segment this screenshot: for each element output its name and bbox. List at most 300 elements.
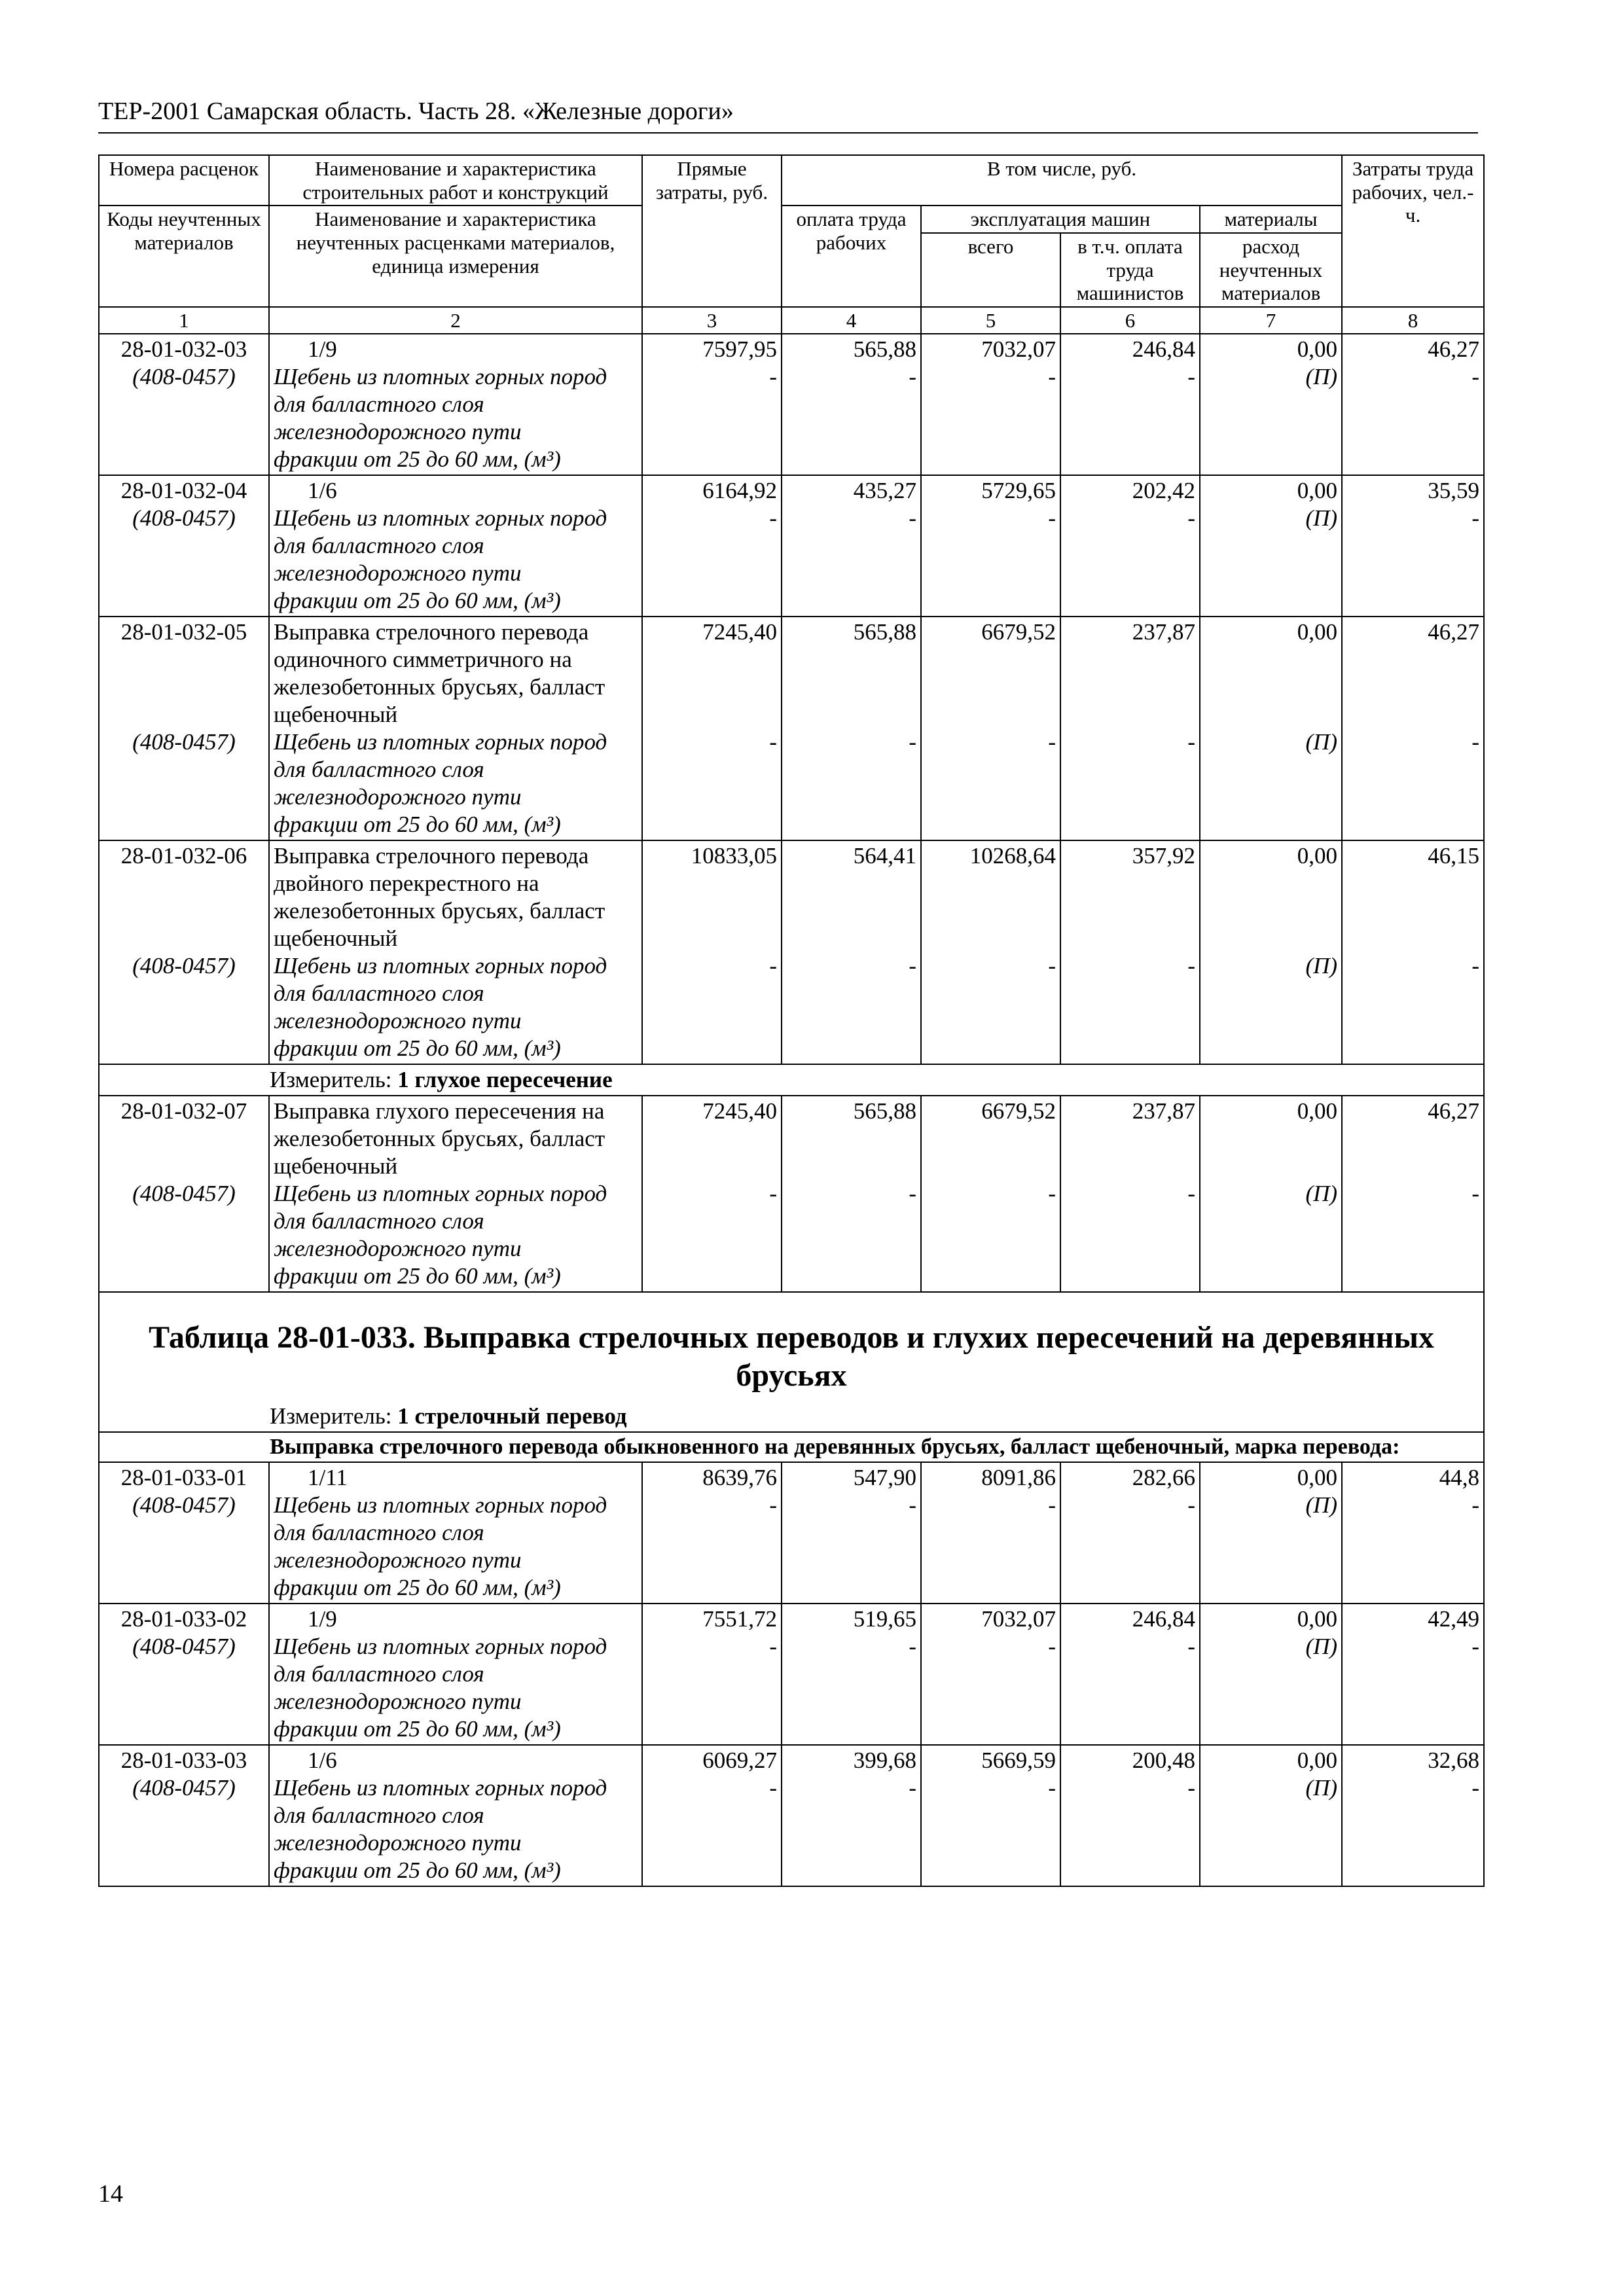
rate-code-cell [99,1462,269,1604]
direct-cost-line: 7551,72 [702,1606,777,1632]
direct-cost-line [647,897,777,925]
measure-value: 1 глухое пересечение [397,1067,613,1093]
rate-name-block [274,1747,638,1774]
rate-name-cell [269,334,642,475]
machine-cost-line: 8091,86 [981,1465,1056,1491]
materials-line: 0,00 [1297,478,1338,504]
material-name-line: для балластного слоя [274,1208,484,1234]
rate-code-cell [99,617,269,840]
labor-pay-header: оплата труда рабочих [782,206,921,307]
labor-hours-line [1346,1153,1479,1180]
materials-cell [1200,1096,1342,1292]
measure-label: Измеритель: [270,1067,398,1093]
direct-cost-material-value: - [769,953,777,979]
rate-row [99,617,1484,840]
machine-cost-cell [921,1604,1060,1745]
page-header: ТЕР-2001 Самарская область. Часть 28. «Железные дороги» [98,97,1478,134]
material-name-block [274,952,638,1062]
material-name-line: железнодорожного пути [274,1547,522,1573]
price-table [98,154,1485,1887]
rate-name-line: двойного перекрестного на [274,870,539,897]
direct-cost-line: 7597,95 [702,336,777,363]
machinist-pay-line [1065,1125,1195,1153]
labor-pay-cell [782,617,921,840]
materials-block [1204,1098,1337,1180]
direct-cost-cell [642,1604,782,1745]
table2-title-row [99,1292,1484,1401]
rate-name-line: железобетонных брусьях, балласт [274,898,605,924]
machinist-pay-material-value: - [1187,505,1195,531]
direct-cost-line: 6069,27 [702,1748,777,1774]
material-name-line: фракции от 25 до 60 мм, (м³) [274,1263,561,1289]
material-code: (408-0457) [132,729,236,755]
direct-cost-block [647,336,777,363]
labor-hours-material-value: - [1471,1492,1480,1518]
labor-pay-line: 519,65 [853,1606,916,1632]
material-name-line: для балластного слоя [274,1661,484,1687]
material-code: (408-0457) [132,1181,236,1207]
machine-cost-line [926,870,1056,897]
labor-hours-material-value: - [1471,729,1480,755]
labor-pay-line: 565,88 [853,336,916,363]
labor-hours-line: 46,27 [1428,619,1480,645]
labor-hours-material-value: - [1471,1775,1480,1801]
machinist-pay-line: 200,48 [1132,1748,1195,1774]
labor-hours-cell [1342,1604,1484,1745]
labor-pay-block [786,1747,916,1774]
materials-line: 0,00 [1297,1098,1338,1124]
materials-material-value: (П) [1305,1775,1338,1801]
material-name-line: железнодорожного пути [274,1689,522,1715]
direct-cost-line [647,925,777,952]
col-num-7: 7 [1200,307,1342,334]
direct-cost-cell [642,334,782,475]
labor-pay-line: 399,68 [853,1748,916,1774]
labor-pay-line [786,701,916,728]
rate-name-block [274,1464,638,1492]
materials-cell [1200,475,1342,617]
col8-header: Затраты труда рабочих, чел.-ч. [1342,155,1484,307]
materials-line: 0,00 [1297,843,1338,869]
rate-name-cell [269,1604,642,1745]
machine-cost-block [926,1098,1056,1180]
material-name-line: фракции от 25 до 60 мм, (м³) [274,446,561,473]
header-row-2 [99,206,1484,233]
labor-pay-line [786,1125,916,1153]
rate-code-line: 28-01-033-01 [120,1465,247,1491]
labor-hours-cell [1342,840,1484,1064]
labor-pay-line: 564,41 [853,843,916,869]
machine-cost-material-value: - [1048,1634,1056,1660]
rate-name-line: 1/11 [308,1465,348,1491]
col2-top-header: Наименование и характеристика строительных работ и конструкций [269,155,642,206]
rate-name-cell [269,1745,642,1886]
direct-cost-line: 8639,76 [702,1465,777,1491]
page-number: 14 [98,2180,123,2208]
rate-code-line [103,897,264,925]
machine-cost-block [926,477,1056,505]
labor-hours-material-value: - [1471,1181,1480,1207]
labor-pay-block [786,619,916,728]
table2-measure-value: 1 стрелочный перевод [397,1403,627,1429]
material-name-line: Щебень из плотных горных пород [274,729,607,755]
labor-pay-line: 565,88 [853,1098,916,1124]
rate-code-block [103,336,264,363]
machinist-pay-material-value: - [1187,1634,1195,1660]
rate-name-line: щебеночный [274,925,398,952]
labor-hours-line [1346,870,1479,897]
rate-code-line [103,1153,264,1180]
direct-cost-cell [642,475,782,617]
material-name-line: фракции от 25 до 60 мм, (м³) [274,1035,561,1062]
direct-cost-material-value: - [769,1634,777,1660]
material-name-line: железнодорожного пути [274,560,522,586]
direct-cost-line [647,701,777,728]
labor-pay-cell [782,1462,921,1604]
machinist-pay-cell [1060,334,1200,475]
col-num-4: 4 [782,307,921,334]
rate-code-cell [99,1096,269,1292]
rate-code-line: 28-01-033-02 [120,1606,247,1632]
direct-cost-line: 6164,92 [702,478,777,504]
material-name-line: Щебень из плотных горных пород [274,1181,607,1207]
machine-cost-block [926,1605,1056,1633]
direct-cost-material-value: - [769,729,777,755]
machines-header: эксплуатация машин [921,206,1200,233]
labor-pay-block [786,1605,916,1633]
materials-material-value: (П) [1305,1634,1338,1660]
labor-hours-line: 35,59 [1428,478,1480,504]
direct-cost-material-value: - [769,1181,777,1207]
material-name-block [274,1633,638,1743]
machine-cost-cell [921,840,1060,1064]
machinist-pay-line [1065,646,1195,673]
labor-pay-line [786,646,916,673]
machinist-pay-line [1065,925,1195,952]
labor-pay-cell [782,475,921,617]
direct-cost-cell [642,1745,782,1886]
rate-code-line: 28-01-032-05 [120,619,247,645]
labor-hours-cell [1342,1745,1484,1886]
material-code: (408-0457) [132,1634,236,1660]
machine-cost-line: 6679,52 [981,619,1056,645]
materials-cell [1200,1604,1342,1745]
table2-measure-row [99,1401,1484,1432]
labor-pay-cell [782,1096,921,1292]
labor-pay-cell [782,1745,921,1886]
materials-unaccounted-header: расход неучтенных материалов [1200,233,1342,307]
materials-block [1204,1747,1337,1774]
materials-block [1204,619,1337,728]
machinist-pay-cell [1060,840,1200,1064]
col-num-5: 5 [921,307,1060,334]
incl-header: В том числе, руб. [782,155,1342,206]
direct-cost-block [647,1605,777,1633]
machinist-pay-cell [1060,1745,1200,1886]
rate-row [99,840,1484,1064]
materials-block [1204,1605,1337,1633]
column-numbers-row [99,307,1484,334]
machine-cost-material-value: - [1048,1775,1056,1801]
materials-material-value: (П) [1305,729,1338,755]
machine-cost-material-value: - [1048,505,1056,531]
rate-name-line: щебеночный [274,702,398,728]
rate-name-line: Выправка стрелочного перевода [274,843,589,869]
materials-line [1204,646,1337,673]
labor-hours-line [1346,673,1479,701]
materials-cell [1200,840,1342,1064]
material-code: (408-0457) [132,1492,236,1518]
materials-line [1204,1125,1337,1153]
table2-measure-label: Измеритель: [270,1403,398,1429]
machinist-pay-block [1065,1098,1195,1180]
material-name-block [274,1180,638,1290]
machine-cost-line: 7032,07 [981,336,1056,363]
rate-name-cell [269,1462,642,1604]
materials-line: 0,00 [1297,1606,1338,1632]
materials-block [1204,1464,1337,1492]
materials-line [1204,925,1337,952]
material-name-block [274,363,638,473]
labor-hours-block [1346,1464,1479,1492]
rate-name-line: 1/6 [308,1748,337,1774]
col-num-3: 3 [642,307,782,334]
machine-cost-line [926,673,1056,701]
labor-hours-material-value: - [1471,364,1480,390]
labor-pay-material-value: - [909,505,916,531]
material-name-line: железнодорожного пути [274,419,522,445]
machine-cost-cell [921,475,1060,617]
machine-cost-material-value: - [1048,1181,1056,1207]
labor-pay-line [786,673,916,701]
material-name-block [274,505,638,615]
machine-cost-cell [921,1745,1060,1886]
rate-code-line: 28-01-032-06 [120,843,247,869]
machine-cost-cell [921,1462,1060,1604]
machines-pay-header: в т.ч. оплата труда машинистов [1060,233,1200,307]
rate-name-line: 1/9 [308,336,337,363]
material-name-line: Щебень из плотных горных пород [274,1775,607,1801]
material-code: (408-0457) [132,953,236,979]
material-code: (408-0457) [132,364,236,390]
col-num-8: 8 [1342,307,1484,334]
labor-hours-block [1346,1605,1479,1633]
labor-hours-line [1346,925,1479,952]
materials-block [1204,842,1337,952]
labor-pay-line: 547,90 [853,1465,916,1491]
material-name-line: Щебень из плотных горных пород [274,1634,607,1660]
labor-hours-line [1346,646,1479,673]
material-name-block [274,1492,638,1602]
direct-cost-line [647,870,777,897]
rate-name-line: Выправка глухого пересечения на [274,1098,605,1124]
material-name-line: для балластного слоя [274,1803,484,1829]
col-num-2: 2 [269,307,642,334]
rate-name-block [274,842,638,952]
col1-top-header: Номера расценок [99,155,269,206]
labor-pay-line: 565,88 [853,619,916,645]
material-name-line: Щебень из плотных горных пород [274,364,607,390]
labor-pay-material-value: - [909,364,916,390]
rate-name-block [274,619,638,728]
materials-cell [1200,1745,1342,1886]
rate-code-line: 28-01-032-07 [120,1098,247,1124]
machinist-pay-line [1065,701,1195,728]
labor-hours-material-value: - [1471,505,1480,531]
materials-material-value: (П) [1305,364,1338,390]
col-num-1: 1 [99,307,269,334]
material-name-line: железнодорожного пути [274,1830,522,1856]
labor-hours-material-value: - [1471,1634,1480,1660]
direct-cost-block [647,477,777,505]
machine-cost-line: 6679,52 [981,1098,1056,1124]
labor-hours-line: 46,15 [1428,843,1480,869]
machine-cost-material-value: - [1048,1492,1056,1518]
direct-cost-block [647,1747,777,1774]
machinist-pay-material-value: - [1187,729,1195,755]
rate-name-line: одиночного симметричного на [274,647,572,673]
labor-hours-block [1346,619,1479,728]
material-name-line: Щебень из плотных горных пород [274,505,607,531]
labor-pay-material-value: - [909,729,916,755]
rate-name-cell [269,617,642,840]
rate-code-line: 28-01-033-03 [120,1748,247,1774]
direct-cost-line: 7245,40 [702,1098,777,1124]
labor-hours-line [1346,1125,1479,1153]
machine-cost-block [926,619,1056,728]
direct-cost-block [647,1464,777,1492]
materials-line: 0,00 [1297,1465,1338,1491]
labor-hours-block [1346,336,1479,363]
machinist-pay-line [1065,870,1195,897]
rate-name-block [274,1605,638,1633]
machinist-pay-block [1065,1747,1195,1774]
machine-cost-line: 7032,07 [981,1606,1056,1632]
machinist-pay-line: 282,66 [1132,1465,1195,1491]
material-name-line: фракции от 25 до 60 мм, (м³) [274,1857,561,1884]
direct-cost-material-value: - [769,364,777,390]
rate-row [99,334,1484,475]
machinist-pay-cell [1060,1462,1200,1604]
labor-hours-line [1346,701,1479,728]
labor-hours-block [1346,1098,1479,1180]
labor-pay-block [786,336,916,363]
materials-cell [1200,617,1342,840]
direct-cost-cell [642,1462,782,1604]
machinist-pay-cell [1060,1604,1200,1745]
material-name-line: железнодорожного пути [274,784,522,810]
table2-title: Таблица 28-01-033. Выправка стрелочных переводов и глухих пересечений на деревянных брусьях [99,1292,1484,1401]
rate-name-line: щебеночный [274,1153,398,1179]
labor-pay-material-value: - [909,1775,916,1801]
materials-material-value: (П) [1305,1181,1338,1207]
direct-cost-cell [642,1096,782,1292]
rate-row [99,1745,1484,1886]
materials-line [1204,673,1337,701]
machine-cost-line: 5669,59 [981,1748,1056,1774]
machinist-pay-material-value: - [1187,1775,1195,1801]
machinist-pay-block [1065,477,1195,505]
machine-cost-line: 10268,64 [969,843,1056,869]
direct-cost-cell [642,840,782,1064]
direct-cost-block [647,1098,777,1180]
machine-cost-block [926,1464,1056,1492]
material-name-line: фракции от 25 до 60 мм, (м³) [274,1575,561,1601]
machinist-pay-line [1065,673,1195,701]
machine-cost-line [926,701,1056,728]
material-name-line: фракции от 25 до 60 мм, (м³) [274,812,561,838]
machinist-pay-material-value: - [1187,953,1195,979]
machinist-pay-cell [1060,475,1200,617]
rate-code-cell [99,334,269,475]
rate-code-block [103,619,264,728]
machinist-pay-material-value: - [1187,364,1195,390]
machinist-pay-line [1065,897,1195,925]
rate-code-block [103,1464,264,1492]
direct-cost-block [647,842,777,952]
labor-pay-line [786,925,916,952]
rate-name-line: железобетонных брусьях, балласт [274,1126,605,1152]
rate-code-line [103,673,264,701]
direct-cost-material-value: - [769,1775,777,1801]
material-name-line: Щебень из плотных горных пород [274,953,607,979]
materials-cell [1200,334,1342,475]
header-row-1 [99,155,1484,206]
rate-code-line [103,870,264,897]
machines-total-header: всего [921,233,1060,307]
labor-pay-cell [782,1604,921,1745]
rate-name-line: железобетонных брусьях, балласт [274,674,605,700]
labor-pay-material-value: - [909,953,916,979]
direct-cost-cell [642,617,782,840]
rate-code-line: 28-01-032-03 [120,336,247,363]
col-num-6: 6 [1060,307,1200,334]
materials-header: материалы [1200,206,1342,233]
rate-code-line [103,925,264,952]
measure-cell [99,1064,1484,1096]
labor-pay-material-value: - [909,1634,916,1660]
material-name-line: фракции от 25 до 60 мм, (м³) [274,588,561,614]
material-name-line: для балластного слоя [274,980,484,1007]
labor-pay-line [786,1153,916,1180]
rate-code-cell [99,1604,269,1745]
rate-row [99,1462,1484,1604]
machine-cost-block [926,336,1056,363]
machine-cost-cell [921,334,1060,475]
direct-cost-material-value: - [769,505,777,531]
direct-cost-line [647,646,777,673]
machine-cost-material-value: - [1048,364,1056,390]
rate-code-cell [99,1745,269,1886]
rate-row [99,475,1484,617]
labor-hours-cell [1342,475,1484,617]
labor-pay-cell [782,334,921,475]
rate-code-block [103,1098,264,1180]
labor-hours-line: 32,68 [1428,1748,1480,1774]
rate-code-line [103,646,264,673]
labor-hours-cell [1342,1462,1484,1604]
labor-hours-line: 42,49 [1428,1606,1480,1632]
material-name-line: для балластного слоя [274,1520,484,1546]
machine-cost-line [926,897,1056,925]
material-name-line: для балластного слоя [274,391,484,418]
machinist-pay-material-value: - [1187,1181,1195,1207]
rate-name-block [274,1098,638,1180]
machinist-pay-line: 246,84 [1132,336,1195,363]
material-name-block [274,728,638,838]
labor-hours-cell [1342,617,1484,840]
labor-hours-block [1346,1747,1479,1774]
